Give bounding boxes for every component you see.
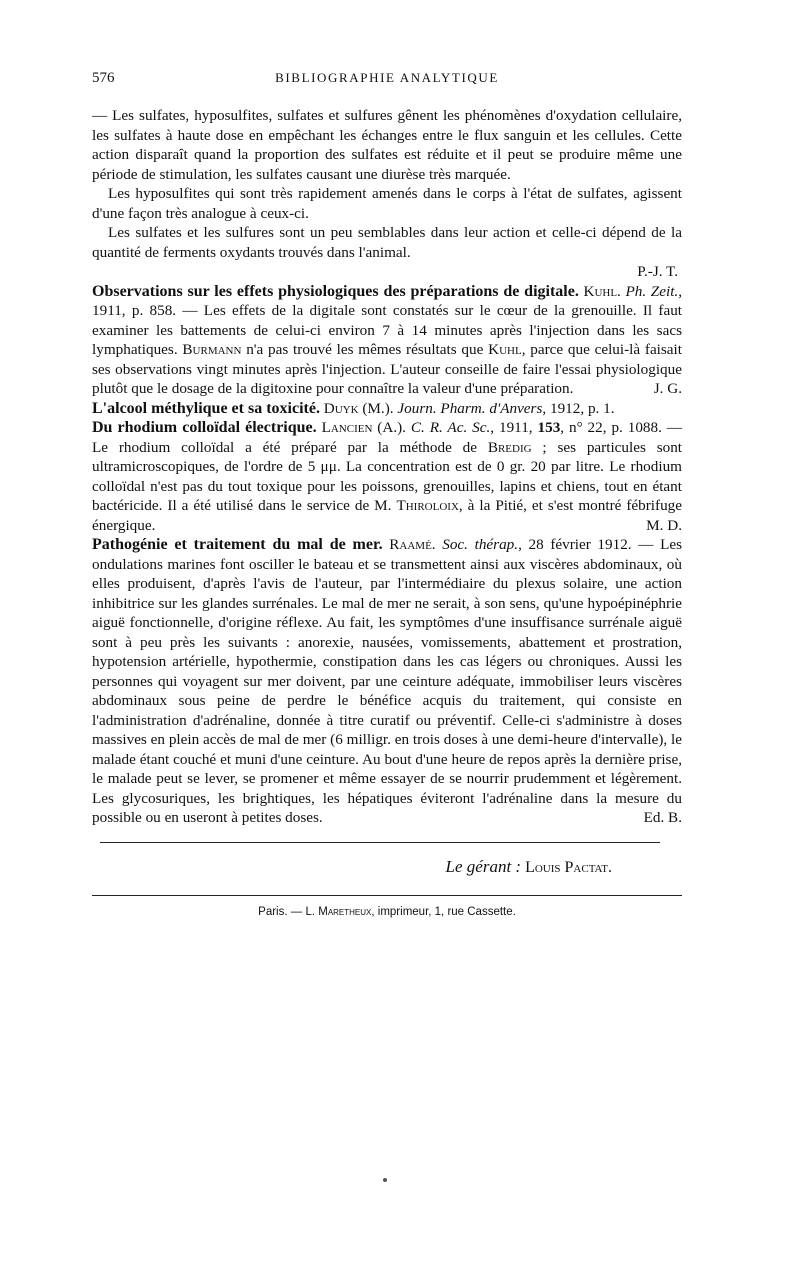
entry-body: Les effets de la digitale sont constatés sur le cœur de la grenouille. Il faut examiner les battements de celui-ci environ 7 à 14 minutes après l'injection dans les sacs lymphatiques. [92, 302, 683, 358]
page-header [92, 70, 682, 92]
entry-title: Pathogénie et traitement du mal de mer. [92, 536, 383, 553]
body-text [92, 106, 682, 828]
intro-paragraph-3: Les sulfates et les sulfures sont un peu semblables dans leur action et celle-ci dépend de la quantité de ferments oxydants trouvés dans l'animal. [92, 224, 682, 261]
entry-reference: , 28 février 1912. — [518, 536, 661, 553]
entry-author: Lancien [321, 419, 373, 436]
intro-paragraph-1: — Les sulfates, hyposulfites, sulfates et sulfures gênent les phénomènes d'oxydation cellulaire, les sulfates à haute dose en empêchant les échanges entre le flux sanguin et les cellules. Cette action disparaît quand la proportion des sulfates est réduite et il peut se produire même une période de stimulation, les sulfates causant une diurèse très marquée. [92, 107, 682, 183]
author-name: Bredig [487, 438, 532, 456]
entry-author: Kuhl. [583, 282, 621, 300]
entry-title: Du rhodium colloïdal électrique. [92, 419, 317, 436]
running-title: BIBLIOGRAPHIE ANALYTIQUE [275, 70, 499, 85]
gerant-line [92, 857, 682, 877]
author-name: Burmann [182, 341, 242, 358]
entry-source: Soc. thérap. [442, 536, 519, 553]
entry-source: C. R. Ac. Sc. [410, 419, 491, 436]
entry-author-initial: (A.). [372, 419, 411, 436]
entry-author: Raamé. [389, 536, 436, 553]
intro-signature: P.-J. T. [637, 263, 678, 280]
printer-address: , imprimeur, 1, rue Cassette. [371, 905, 516, 918]
gerant-label: Le gérant : [445, 856, 522, 876]
page-number: 576 [92, 70, 115, 86]
printer-imprint [92, 906, 682, 918]
entry-reference-cont: , n° 22, p. 1088. — [560, 419, 683, 436]
entry-source: Journ. Pharm. d'Anvers [397, 399, 543, 417]
divider [100, 842, 660, 843]
abstract-entry [92, 282, 682, 399]
entry-body-cont: ; ses particules sont ultramicroscopiques, de l'ordre de 5 μμ. La concentration est de 0 gr. 20 par litre. Le rhodium colloïdal n'est pas du tout toxique pour les poissons, grenouilles, lapins et chiens, tout en étant bactéricide. Il a été utilisé dans le service de M. [92, 438, 683, 514]
abstract-entry [92, 399, 682, 419]
entry-body-end: , à la Pitié, et s'est montré fébrifuge énergique. [92, 497, 683, 534]
printer-city: Paris. — L. [258, 905, 319, 918]
entry-author: Duyk [323, 399, 359, 417]
author-name: Thiroloix [396, 497, 459, 514]
page [92, 70, 682, 918]
printer-name: Maretheux [318, 905, 372, 918]
abstract-entry [92, 418, 682, 535]
entry-body: Les ondulations marines font osciller le bateau et se transmettent ainsi aux viscères abdominaux, où elles produisent, d'après l'avis de l'auteur, par l'intermédiaire du plexus solaire, une action inhibitrice sur les glandes surrénales. Le mal de mer ne serait, à son sens, qu'une hypoépinéphrie aiguë fonctionnelle, d'origine réflexe. Au fait, les symptômes d'une insuffisance surrénale aiguë sont à peu près les suivants : anorexie, nausées, vomissements, abattement et prostration, hypotension artérielle, hypothermie, constipation dans les cas légers ou chroniques. Aussi les personnes qui voyagent sur mer doivent, par une ceinture adéquate, immobiliser leurs viscères abdominaux sous peine de perdre le bénéfice acquis du traitement, qui consiste en l'administration d'adrénaline, donnée à titre curatif ou préventif. Celle-ci s'administre à doses massives en plein accès de mal de mer (6 milligr. en trois doses à une demi-heure d'intervalle), le malade étant couché et muni d'une ceinture. Au bout d'une heure de repos après la dernière prise, le malade peut se lever, se promener et même essayer de se nourrir prudemment et légèrement. Les glycosuriques, les brightiques, les hépatiques éviteront l'adrénaline dans la mesure du possible ou en useront à petites doses. [92, 536, 683, 826]
entry-body-end: , parce que celui-là faisait ses observations vingt minutes après l'injection. L'auteur conseille de faire l'essai physiologique plutôt que le dosage de la digitoxine pour connaître la valeur d'une préparation. [92, 341, 682, 397]
entry-title: Observations sur les effets physiologiques des préparations de digitale. [92, 282, 579, 300]
entry-reference: , 1912, p. 1. [542, 399, 615, 417]
entry-author-initial: (M.). [358, 399, 398, 417]
entry-signature: M. D. [646, 516, 682, 534]
entry-reference: , 1911, [490, 419, 538, 436]
author-name: Kuhl [488, 341, 522, 358]
abstract-entry [92, 535, 682, 828]
gerant-name: Louis Pactat. [525, 858, 612, 876]
entry-volume: 153 [537, 419, 561, 436]
entry-body: Le rhodium colloïdal a été préparé par la méthode de [92, 438, 488, 456]
entry-source: Ph. Zeit. [625, 282, 679, 300]
intro-paragraph-2: Les hyposulfites qui sont très rapidement amenés dans le corps à l'état de sulfates, agissent d'une façon très analogue à ceux-ci. [92, 185, 682, 222]
divider [92, 895, 682, 896]
entry-signature: J. G. [653, 380, 682, 397]
entry-body-cont: n'a pas trouvé les mêmes résultats que [241, 341, 489, 358]
entry-title: L'alcool méthylique et sa toxicité. [92, 399, 320, 417]
entry-signature: Ed. B. [643, 809, 682, 826]
print-speck [383, 1178, 387, 1182]
entry-reference: , 1911, p. 858. — [92, 282, 683, 319]
